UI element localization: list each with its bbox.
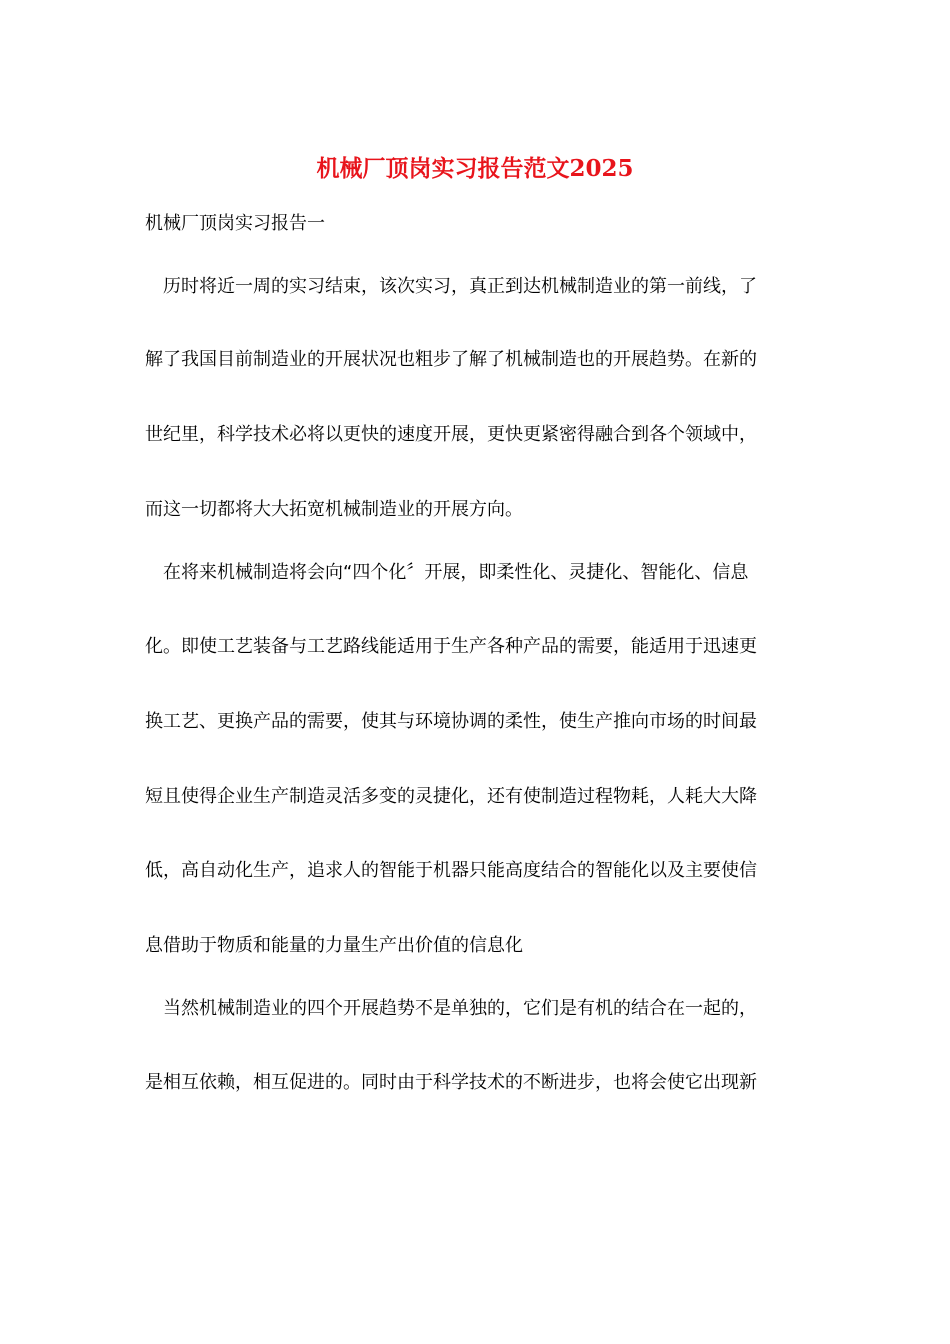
section-heading: 机械厂顶岗实习报告一 [145,213,325,234]
paragraph-line-5: 在将来机械制造将会向“四个化〞开展，即柔性化、灵捷化、智能化、信息 [163,562,749,583]
paragraph-line-8: 短且使得企业生产制造灵活多变的灵捷化，还有使制造过程物耗，人耗大大降 [145,786,757,807]
paragraph-line-2: 解了我国目前制造业的开展状况也粗步了解了机械制造也的开展趋势。在新的 [145,349,757,370]
paragraph-line-9: 低，高自动化生产，追求人的智能于机器只能高度结合的智能化以及主要使信 [145,860,757,881]
paragraph-line-1: 历时将近一周的实习结束，该次实习，真正到达机械制造业的第一前线，了 [163,276,757,297]
paragraph-line-7: 换工艺、更换产品的需要，使其与环境协调的柔性，使生产推向市场的时间最 [145,711,757,732]
paragraph-line-10: 息借助于物质和能量的力量生产出价值的信息化 [145,935,523,956]
paragraph-line-12: 是相互依赖，相互促进的。同时由于科学技术的不断进步，也将会使它出现新 [145,1072,757,1093]
paragraph-line-4: 而这一切都将大大拓宽机械制造业的开展方向。 [145,499,523,520]
paragraph-line-11: 当然机械制造业的四个开展趋势不是单独的，它们是有机的结合在一起的， [163,998,757,1019]
document-title: 机械厂顶岗实习报告范文2025 [316,155,634,182]
paragraph-line-6: 化。即使工艺装备与工艺路线能适用于生产各种产品的需要，能适用于迅速更 [145,636,757,657]
paragraph-line-3: 世纪里，科学技术必将以更快的速度开展，更快更紧密得融合到各个领域中， [145,424,757,445]
